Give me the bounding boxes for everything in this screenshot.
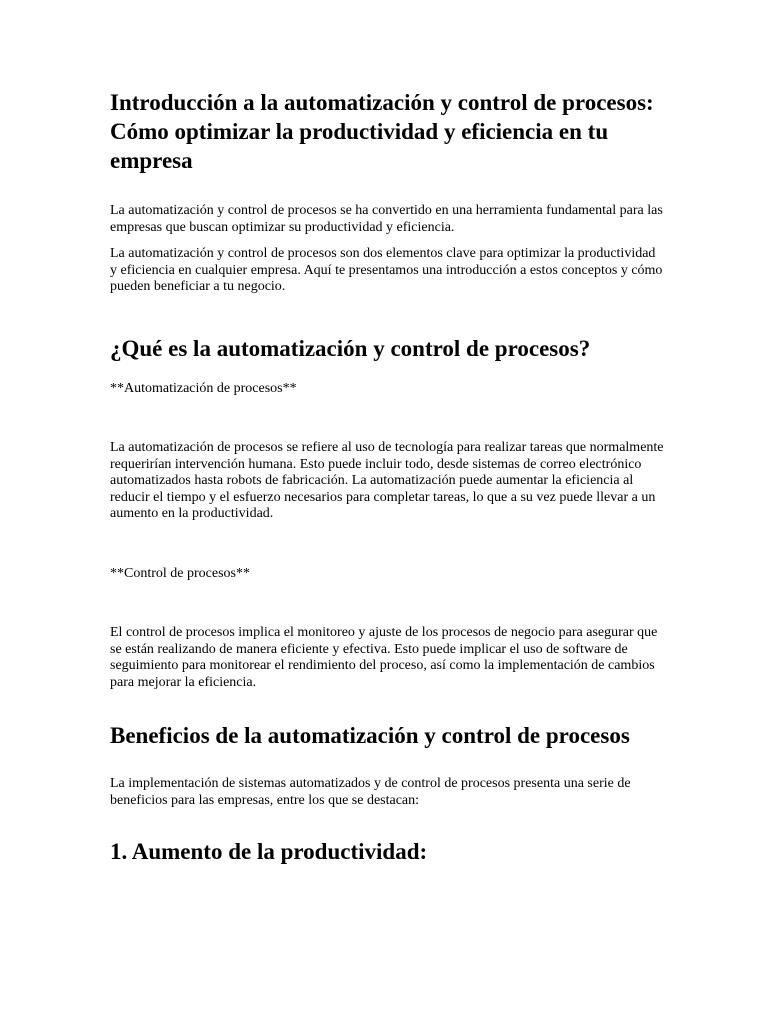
section-heading-what-is: ¿Qué es la automatización y control de procesos? xyxy=(110,335,591,361)
automation-paragraph: La automatización de procesos se refiere al uso de tecnología para realizar tareas que normalmente requerirían intervención humana. Esto puede incluir todo, desde sistemas de correo electrónico automatizados hasta robots de fabricación. La automatización puede aumentar la eficiencia al reducir el tiempo y el esfuerzo necesarios para completar tareas, lo que a su vez puede llevar a un aumento en la productividad. xyxy=(110,440,664,521)
benefits-paragraph: La implementación de sistemas automatizados y de control de procesos presenta una serie de beneficios para las empresas, entre los que se destacan: xyxy=(110,776,631,808)
subsection-label-control: **Control de procesos** xyxy=(110,565,250,581)
subsection-label-automation: **Automatización de procesos** xyxy=(110,380,297,396)
document-page xyxy=(110,88,665,866)
control-paragraph: El control de procesos implica el monitoreo y ajuste de los procesos de negocio para asegurar que se están realizando de manera eficiente y efectiva. Esto puede implicar el uso de software de seguimiento para monitorear el rendimiento del proceso, así como la implementación de cambios para mejorar la eficiencia. xyxy=(110,625,658,690)
section-heading-benefits: Beneficios de la automatización y control de procesos xyxy=(110,723,630,748)
document-title: Introducción a la automatización y control de procesos: Cómo optimizar la productividad y eficiencia en tu empresa xyxy=(110,90,654,173)
intro-paragraph-1: La automatización y control de procesos se ha convertido en una herramienta fundamental para las empresas que buscan optimizar su productividad y eficiencia. xyxy=(110,203,663,235)
section-heading-productivity: 1. Aumento de la productividad: xyxy=(110,839,428,864)
intro-paragraph-2: La automatización y control de procesos son dos elementos clave para optimizar la productividad y eficiencia en cualquier empresa. Aquí te presentamos una introducción a estos conceptos y cómo pueden beneficiar a tu negocio. xyxy=(110,246,663,294)
